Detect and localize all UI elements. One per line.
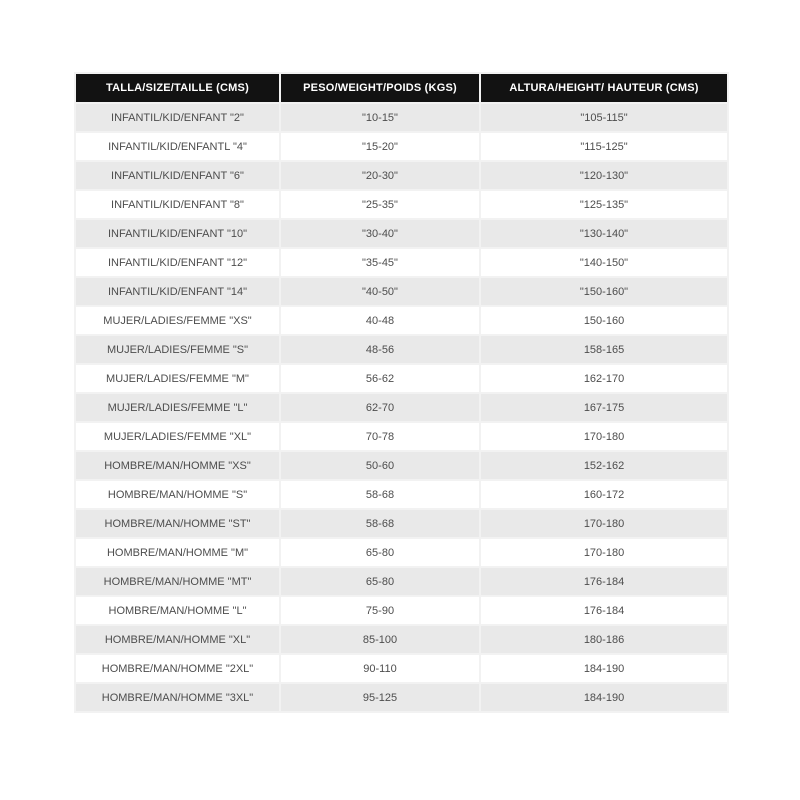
table-cell: MUJER/LADIES/FEMME "S" — [76, 336, 279, 363]
table-cell: INFANTIL/KID/ENFANTL "4" — [76, 133, 279, 160]
table-row — [76, 452, 727, 479]
table-cell: 50-60 — [281, 452, 479, 479]
table-row — [76, 162, 727, 189]
table-cell: "20-30" — [281, 162, 479, 189]
table-cell: 152-162 — [481, 452, 727, 479]
table-cell: 70-78 — [281, 423, 479, 450]
table-cell: HOMBRE/MAN/HOMME "XS" — [76, 452, 279, 479]
table-row — [76, 423, 727, 450]
table-cell: 176-184 — [481, 597, 727, 624]
table-row — [76, 336, 727, 363]
table-cell: 65-80 — [281, 568, 479, 595]
table-cell: MUJER/LADIES/FEMME "L" — [76, 394, 279, 421]
table-row — [76, 307, 727, 334]
table-cell: "140-150" — [481, 249, 727, 276]
table-cell: 160-172 — [481, 481, 727, 508]
table-cell: 65-80 — [281, 539, 479, 566]
table-cell: "125-135" — [481, 191, 727, 218]
table-cell: 58-68 — [281, 481, 479, 508]
table-cell: INFANTIL/KID/ENFANT "8" — [76, 191, 279, 218]
column-header-height: ALTURA/HEIGHT/ HAUTEUR (CMS) — [481, 74, 727, 102]
table-cell: "150-160" — [481, 278, 727, 305]
table-cell: 48-56 — [281, 336, 479, 363]
table-cell: HOMBRE/MAN/HOMME "2XL" — [76, 655, 279, 682]
table-row — [76, 394, 727, 421]
table-row — [76, 510, 727, 537]
table-cell: MUJER/LADIES/FEMME "XS" — [76, 307, 279, 334]
table-cell: 167-175 — [481, 394, 727, 421]
table-cell: 184-190 — [481, 684, 727, 711]
table-cell: 56-62 — [281, 365, 479, 392]
table-cell: INFANTIL/KID/ENFANT "14" — [76, 278, 279, 305]
table-cell: 58-68 — [281, 510, 479, 537]
header-row — [76, 74, 727, 102]
table-cell: "35-45" — [281, 249, 479, 276]
table-row — [76, 191, 727, 218]
table-cell: 170-180 — [481, 539, 727, 566]
table-cell: HOMBRE/MAN/HOMME "S" — [76, 481, 279, 508]
table-cell: 176-184 — [481, 568, 727, 595]
table-row — [76, 626, 727, 653]
table-cell: HOMBRE/MAN/HOMME "ST" — [76, 510, 279, 537]
table-cell: 170-180 — [481, 510, 727, 537]
table-cell: "120-130" — [481, 162, 727, 189]
table-cell: 158-165 — [481, 336, 727, 363]
table-cell: MUJER/LADIES/FEMME "XL" — [76, 423, 279, 450]
table-cell: 180-186 — [481, 626, 727, 653]
table-cell: 40-48 — [281, 307, 479, 334]
table-cell: MUJER/LADIES/FEMME "M" — [76, 365, 279, 392]
table-cell: 62-70 — [281, 394, 479, 421]
table-row — [76, 568, 727, 595]
table-cell: 90-110 — [281, 655, 479, 682]
table-cell: INFANTIL/KID/ENFANT "2" — [76, 104, 279, 131]
table-cell: INFANTIL/KID/ENFANT "10" — [76, 220, 279, 247]
table-cell: "25-35" — [281, 191, 479, 218]
table-cell: "105-115" — [481, 104, 727, 131]
table-body — [76, 104, 727, 711]
table-header — [76, 74, 727, 102]
table-cell: 150-160 — [481, 307, 727, 334]
table-cell: "40-50" — [281, 278, 479, 305]
table-row — [76, 684, 727, 711]
table-cell: "115-125" — [481, 133, 727, 160]
table-row — [76, 481, 727, 508]
table-cell: 184-190 — [481, 655, 727, 682]
column-header-weight: PESO/WEIGHT/POIDS (KGS) — [281, 74, 479, 102]
table-cell: HOMBRE/MAN/HOMME "L" — [76, 597, 279, 624]
column-header-size: TALLA/SIZE/TAILLE (CMS) — [76, 74, 279, 102]
table-cell: 170-180 — [481, 423, 727, 450]
table-row — [76, 249, 727, 276]
table-cell: INFANTIL/KID/ENFANT "12" — [76, 249, 279, 276]
table-row — [76, 597, 727, 624]
table-row — [76, 133, 727, 160]
table-cell: INFANTIL/KID/ENFANT "6" — [76, 162, 279, 189]
table-cell: HOMBRE/MAN/HOMME "3XL" — [76, 684, 279, 711]
table-cell: 162-170 — [481, 365, 727, 392]
table-row — [76, 278, 727, 305]
table-cell: "130-140" — [481, 220, 727, 247]
table-row — [76, 220, 727, 247]
table-cell: "30-40" — [281, 220, 479, 247]
table-cell: 85-100 — [281, 626, 479, 653]
table-cell: HOMBRE/MAN/HOMME "MT" — [76, 568, 279, 595]
table-cell: "15-20" — [281, 133, 479, 160]
table-row — [76, 365, 727, 392]
table-cell: 75-90 — [281, 597, 479, 624]
table-cell: HOMBRE/MAN/HOMME "M" — [76, 539, 279, 566]
table-cell: HOMBRE/MAN/HOMME "XL" — [76, 626, 279, 653]
table-cell: "10-15" — [281, 104, 479, 131]
table-row — [76, 104, 727, 131]
table-row — [76, 655, 727, 682]
table-cell: 95-125 — [281, 684, 479, 711]
table-row — [76, 539, 727, 566]
size-chart-table — [74, 72, 729, 713]
